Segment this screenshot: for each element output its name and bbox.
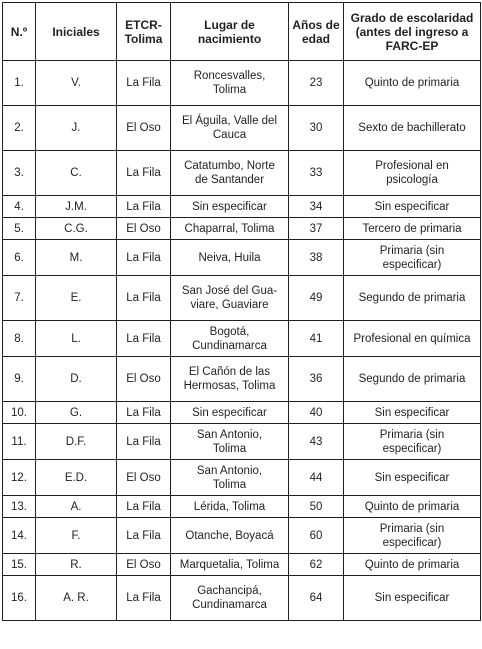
cell-edad: 34 <box>289 196 344 218</box>
cell-lugar: San Antonio, Tolima <box>171 424 289 460</box>
header-num: N.º <box>3 3 36 61</box>
cell-num: 12. <box>3 460 36 496</box>
cell-iniciales: M. <box>36 240 117 276</box>
cell-grado: Primaria (sin especificar) <box>344 424 481 460</box>
cell-grado: Primaria (sin especificar) <box>344 240 481 276</box>
cell-iniciales: F. <box>36 518 117 554</box>
cell-grado: Segundo de primaria <box>344 357 481 402</box>
cell-num: 11. <box>3 424 36 460</box>
table-row <box>3 460 481 496</box>
cell-etcr: El Oso <box>117 554 171 576</box>
table-row <box>3 218 481 240</box>
cell-edad: 23 <box>289 61 344 106</box>
cell-edad: 60 <box>289 518 344 554</box>
table-row <box>3 276 481 321</box>
cell-iniciales: R. <box>36 554 117 576</box>
cell-iniciales: E.D. <box>36 460 117 496</box>
cell-grado: Sexto de bachillerato <box>344 106 481 151</box>
cell-iniciales: C.G. <box>36 218 117 240</box>
cell-etcr: La Fila <box>117 321 171 357</box>
cell-etcr: La Fila <box>117 61 171 106</box>
cell-iniciales: D. <box>36 357 117 402</box>
cell-etcr: La Fila <box>117 276 171 321</box>
cell-num: 13. <box>3 496 36 518</box>
cell-num: 8. <box>3 321 36 357</box>
cell-lugar: Lérida, Tolima <box>171 496 289 518</box>
cell-lugar: Gachancipá, Cundinamarca <box>171 576 289 621</box>
table-row <box>3 106 481 151</box>
cell-iniciales: V. <box>36 61 117 106</box>
cell-etcr: La Fila <box>117 196 171 218</box>
cell-iniciales: D.F. <box>36 424 117 460</box>
table-row <box>3 554 481 576</box>
cell-iniciales: A. R. <box>36 576 117 621</box>
cell-etcr: La Fila <box>117 424 171 460</box>
cell-lugar: Bogotá, Cundinamarca <box>171 321 289 357</box>
cell-grado: Quinto de primaria <box>344 496 481 518</box>
header-grado: Grado de escolaridad (antes del ingreso a FARC-EP <box>344 3 481 61</box>
cell-grado: Primaria (sin especificar) <box>344 518 481 554</box>
cell-num: 2. <box>3 106 36 151</box>
header-lugar: Lugar de nacimiento <box>171 3 289 61</box>
cell-num: 9. <box>3 357 36 402</box>
table-row <box>3 402 481 424</box>
cell-num: 5. <box>3 218 36 240</box>
header-iniciales: Iniciales <box>36 3 117 61</box>
cell-etcr: La Fila <box>117 402 171 424</box>
participants-table <box>2 2 481 621</box>
cell-grado: Quinto de primaria <box>344 61 481 106</box>
cell-edad: 36 <box>289 357 344 402</box>
cell-edad: 40 <box>289 402 344 424</box>
cell-edad: 37 <box>289 218 344 240</box>
table-body <box>3 61 481 621</box>
cell-lugar: Sin especificar <box>171 196 289 218</box>
header-edad: Años de edad <box>289 3 344 61</box>
cell-lugar: Otanche, Boyacá <box>171 518 289 554</box>
cell-edad: 30 <box>289 106 344 151</box>
cell-grado: Sin especificar <box>344 576 481 621</box>
cell-edad: 33 <box>289 151 344 196</box>
cell-edad: 44 <box>289 460 344 496</box>
table-header <box>3 3 481 61</box>
cell-etcr: La Fila <box>117 151 171 196</box>
cell-lugar: San Antonio, Tolima <box>171 460 289 496</box>
cell-edad: 62 <box>289 554 344 576</box>
table-row <box>3 151 481 196</box>
cell-etcr: El Oso <box>117 106 171 151</box>
cell-etcr: El Oso <box>117 460 171 496</box>
table-row <box>3 61 481 106</box>
table-row <box>3 321 481 357</box>
cell-grado: Tercero de primaria <box>344 218 481 240</box>
cell-num: 4. <box>3 196 36 218</box>
cell-grado: Sin especificar <box>344 196 481 218</box>
cell-grado: Profesional en química <box>344 321 481 357</box>
cell-grado: Sin especificar <box>344 460 481 496</box>
table-row <box>3 496 481 518</box>
cell-etcr: La Fila <box>117 576 171 621</box>
cell-lugar: El Cañón de las Hermosas, Tolima <box>171 357 289 402</box>
cell-iniciales: J.M. <box>36 196 117 218</box>
cell-grado: Segundo de primaria <box>344 276 481 321</box>
cell-grado: Quinto de primaria <box>344 554 481 576</box>
cell-lugar: Marquetalia, Tolima <box>171 554 289 576</box>
cell-edad: 38 <box>289 240 344 276</box>
table-row <box>3 424 481 460</box>
table-row <box>3 518 481 554</box>
table-row <box>3 357 481 402</box>
cell-lugar: Roncesvalles, Tolima <box>171 61 289 106</box>
cell-lugar: El Águila, Valle del Cauca <box>171 106 289 151</box>
cell-edad: 41 <box>289 321 344 357</box>
cell-num: 7. <box>3 276 36 321</box>
cell-iniciales: L. <box>36 321 117 357</box>
cell-num: 3. <box>3 151 36 196</box>
cell-lugar: Neiva, Huila <box>171 240 289 276</box>
cell-etcr: El Oso <box>117 357 171 402</box>
cell-grado: Sin especificar <box>344 402 481 424</box>
cell-edad: 43 <box>289 424 344 460</box>
table-row <box>3 240 481 276</box>
header-row <box>3 3 481 61</box>
cell-iniciales: A. <box>36 496 117 518</box>
cell-grado: Profesional en psicología <box>344 151 481 196</box>
cell-etcr: La Fila <box>117 496 171 518</box>
cell-iniciales: G. <box>36 402 117 424</box>
header-etcr: ETCR- Tolima <box>117 3 171 61</box>
cell-iniciales: C. <box>36 151 117 196</box>
cell-num: 14. <box>3 518 36 554</box>
cell-iniciales: J. <box>36 106 117 151</box>
cell-edad: 50 <box>289 496 344 518</box>
cell-lugar: Catatumbo, Norte de Santander <box>171 151 289 196</box>
cell-num: 16. <box>3 576 36 621</box>
cell-num: 10. <box>3 402 36 424</box>
table-row <box>3 576 481 621</box>
table-row <box>3 196 481 218</box>
cell-etcr: El Oso <box>117 218 171 240</box>
cell-lugar: Chaparral, Tolima <box>171 218 289 240</box>
cell-lugar: San José del Gua- viare, Guaviare <box>171 276 289 321</box>
cell-num: 6. <box>3 240 36 276</box>
cell-num: 15. <box>3 554 36 576</box>
cell-etcr: La Fila <box>117 240 171 276</box>
cell-lugar: Sin especificar <box>171 402 289 424</box>
cell-edad: 64 <box>289 576 344 621</box>
cell-iniciales: E. <box>36 276 117 321</box>
cell-num: 1. <box>3 61 36 106</box>
cell-edad: 49 <box>289 276 344 321</box>
cell-etcr: La Fila <box>117 518 171 554</box>
